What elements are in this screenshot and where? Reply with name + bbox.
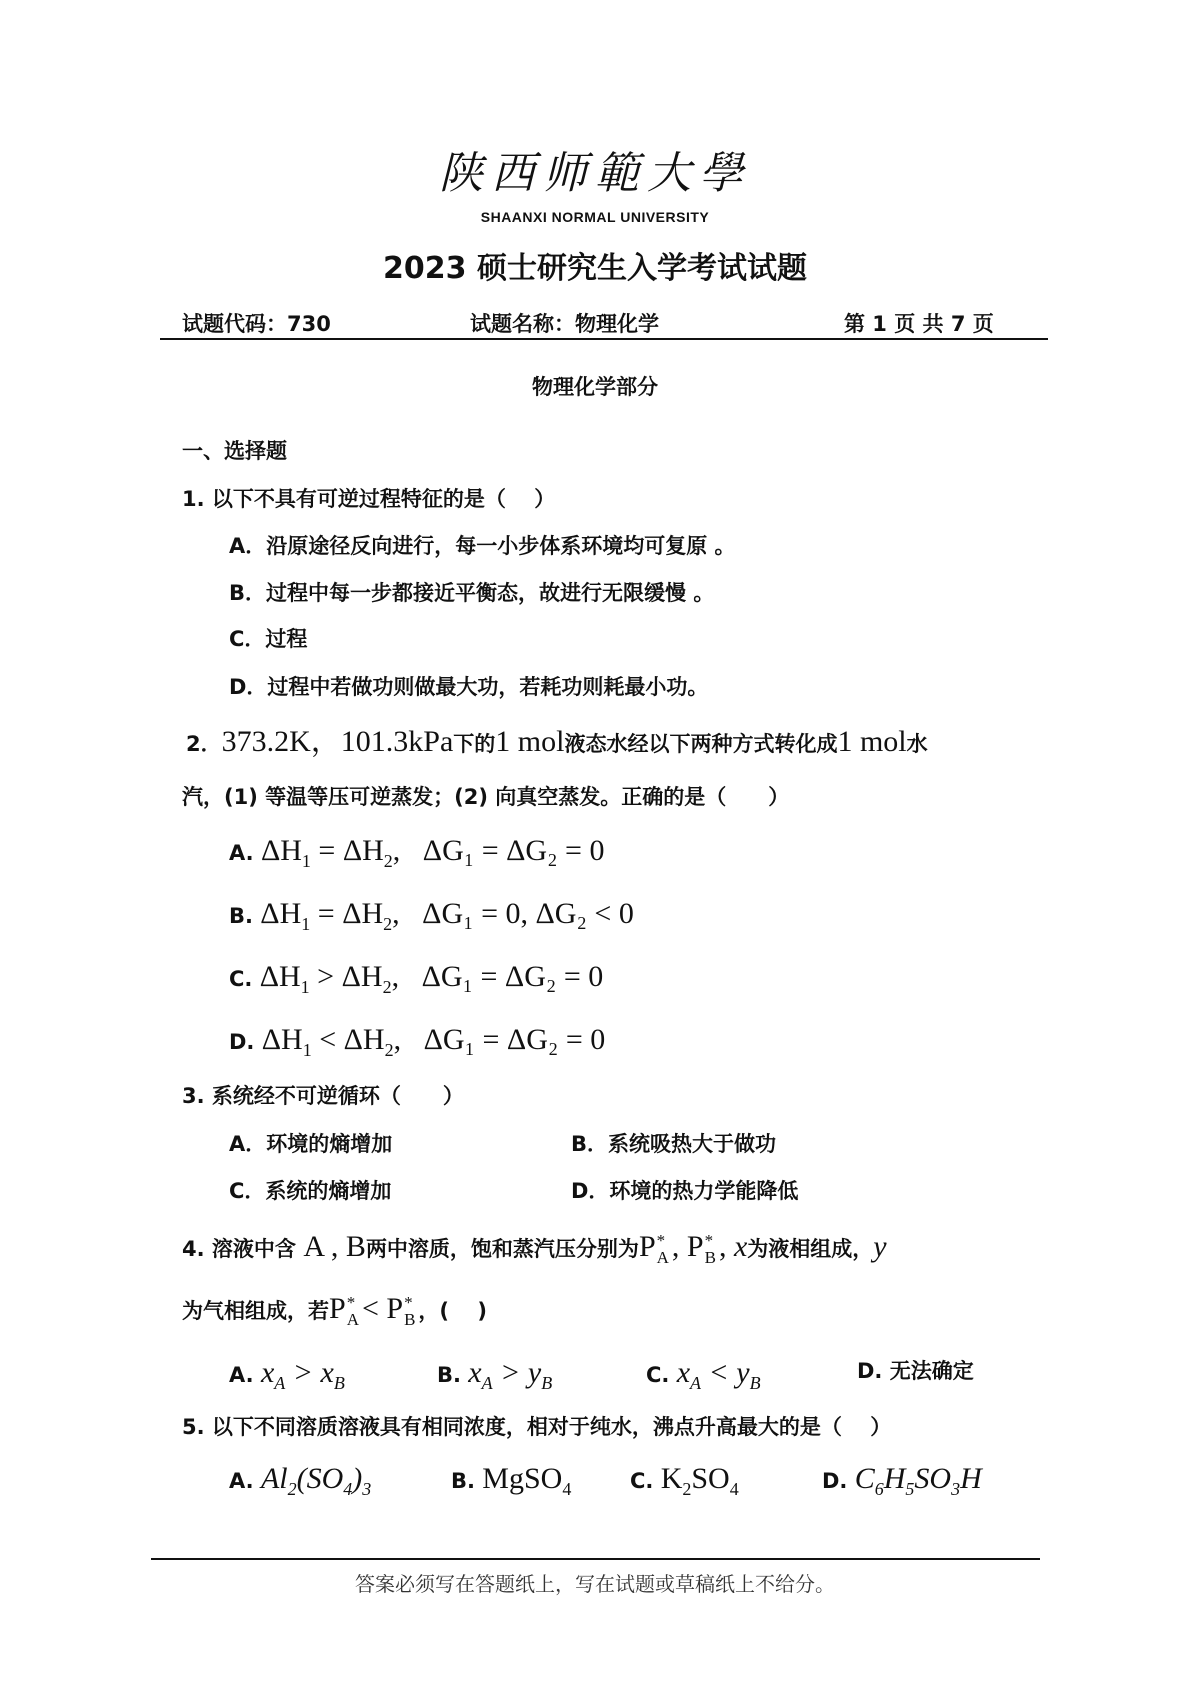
relation: = <box>317 897 335 930</box>
relation: < <box>319 1023 337 1056</box>
q1-option-d: D．过程中若做功则做最大功，若耗功则耗最小功。 <box>229 675 709 699</box>
q2-text: 液态水经以下两种方式转化成 <box>564 732 838 756</box>
q3-option-d: D．环境的热力学能降低 <box>571 1179 799 1203</box>
q5-option-b: B. MgSO$_4$ <box>451 1462 572 1499</box>
q2-condition: 373.2K，101.3kPa <box>221 725 454 758</box>
q2-amount: 1 mol <box>495 725 565 758</box>
option-label: C. <box>229 967 253 991</box>
option-label: D. <box>822 1469 848 1493</box>
option-label: C. <box>646 1363 670 1387</box>
q5-option-c: C. $K_2SO_4$ <box>630 1462 739 1499</box>
q2-amount: 1 mol <box>837 725 907 758</box>
exam-subject: 试题名称：物理化学 <box>470 312 659 336</box>
option-label: B. <box>229 904 253 928</box>
q5-option-d: D. $C_6H_5SO_3H$ <box>822 1462 982 1499</box>
q4-text: 4. 溶液中含 <box>182 1237 296 1261</box>
q1-option-a: A．沿原途径反向进行，每一小步体系环境均可复原 。 <box>229 534 736 558</box>
q4-text: ，( ) <box>418 1299 487 1323</box>
option-label: B. <box>451 1469 475 1493</box>
q4-text: 两中溶质，饱和蒸汽压分别为 <box>365 1237 639 1261</box>
q4-stem-line2: 为气相组成，若P * A < P * B ，( ) <box>182 1292 487 1330</box>
option-label: A. <box>229 1469 254 1493</box>
q4-option-c: C. $x_A < y_B$ <box>646 1356 761 1393</box>
q2-option-d: D. $\Delta H_1 < \Delta H_2$, ΔG₁ = ΔG₂ = 0 <box>229 1023 606 1060</box>
q2-stem-line2: 汽，(1) 等温等压可逆蒸发；(2) 向真空蒸发。正确的是（ ） <box>182 785 790 809</box>
q1-option-c: C．过程 <box>229 627 308 651</box>
relation: = <box>318 834 336 867</box>
q2-text: 下的 <box>453 732 496 756</box>
q4-option-b: B. $x_A > y_B$ <box>437 1356 553 1393</box>
q2-num: 2． <box>186 732 222 756</box>
exam-title: 2023 硕士研究生入学考试试题 <box>383 251 807 286</box>
gibbs-relation: ΔG₁ = ΔG₂ = 0 <box>421 960 604 993</box>
q4-stem: 4. 溶液中含 A , B两中溶质，饱和蒸汽压分别为P * A , P * B , x为液相组成，y <box>182 1230 887 1268</box>
footer-note: 答案必须写在答题纸上，写在试题或草稿纸上不给分。 <box>355 1572 835 1596</box>
option-label: A. <box>229 841 254 865</box>
relation: > <box>317 960 335 993</box>
header-rule <box>160 338 1048 340</box>
gibbs-relation: ΔG₁ = 0, ΔG₂ < 0 <box>422 897 634 930</box>
q2-stem <box>186 727 928 757</box>
q3-option-a: A．环境的熵增加 <box>229 1132 393 1156</box>
q2-option-b: B. $\Delta H_1 = \Delta H_2$, ΔG₁ = 0, ΔG₂ < 0 <box>229 897 634 934</box>
option-label: C. <box>630 1469 654 1493</box>
q5-option-a: A. $Al_2(SO_4)_3$ <box>229 1462 372 1499</box>
footer-rule <box>151 1558 1040 1560</box>
part-title: 一、选择题 <box>182 439 287 463</box>
option-label: B. <box>437 1363 461 1387</box>
q2-option-a: A. $\Delta H_1 = \Delta H_2$, ΔG₁ = ΔG₂ = 0 <box>229 834 605 871</box>
exam-code: 试题代码：730 <box>182 312 331 336</box>
q5-stem: 5. 以下不同溶质溶液具有相同浓度，相对于纯水，沸点升高最大的是（ ） <box>182 1415 892 1439</box>
q4-text: 为气相组成，若 <box>182 1299 329 1323</box>
page-number: 第 1 页 共 7 页 <box>844 312 994 336</box>
university-logo-chinese: 陕西师範大學 <box>439 148 751 199</box>
gibbs-relation: ΔG₁ = ΔG₂ = 0 <box>423 1023 606 1056</box>
university-logo-english: SHAANXI NORMAL UNIVERSITY <box>480 209 710 225</box>
q4-option-d: D. 无法确定 <box>857 1359 974 1383</box>
q2-text: 水 <box>906 732 928 756</box>
q3-stem: 3. 系统经不可逆循环（ ） <box>182 1084 464 1108</box>
q1-stem: 1. 以下不具有可逆过程特征的是（ ） <box>182 487 556 511</box>
q3-option-b: B．系统吸热大于做功 <box>571 1132 777 1156</box>
q4-text: 为液相组成， <box>747 1237 874 1261</box>
q4-option-a: A. $x_A > x_B$ <box>229 1356 345 1393</box>
gibbs-relation: ΔG₁ = ΔG₂ = 0 <box>422 834 605 867</box>
q1-option-b: B．过程中每一步都接近平衡态，故进行无限缓慢 。 <box>229 581 715 605</box>
q3-option-c: C．系统的熵增加 <box>229 1179 392 1203</box>
section-title: 物理化学部分 <box>532 375 658 399</box>
option-label: D. <box>229 1030 255 1054</box>
q2-option-c: C. $\Delta H_1 > \Delta H_2$, ΔG₁ = ΔG₂ = 0 <box>229 960 604 997</box>
option-label: A. <box>229 1363 254 1387</box>
